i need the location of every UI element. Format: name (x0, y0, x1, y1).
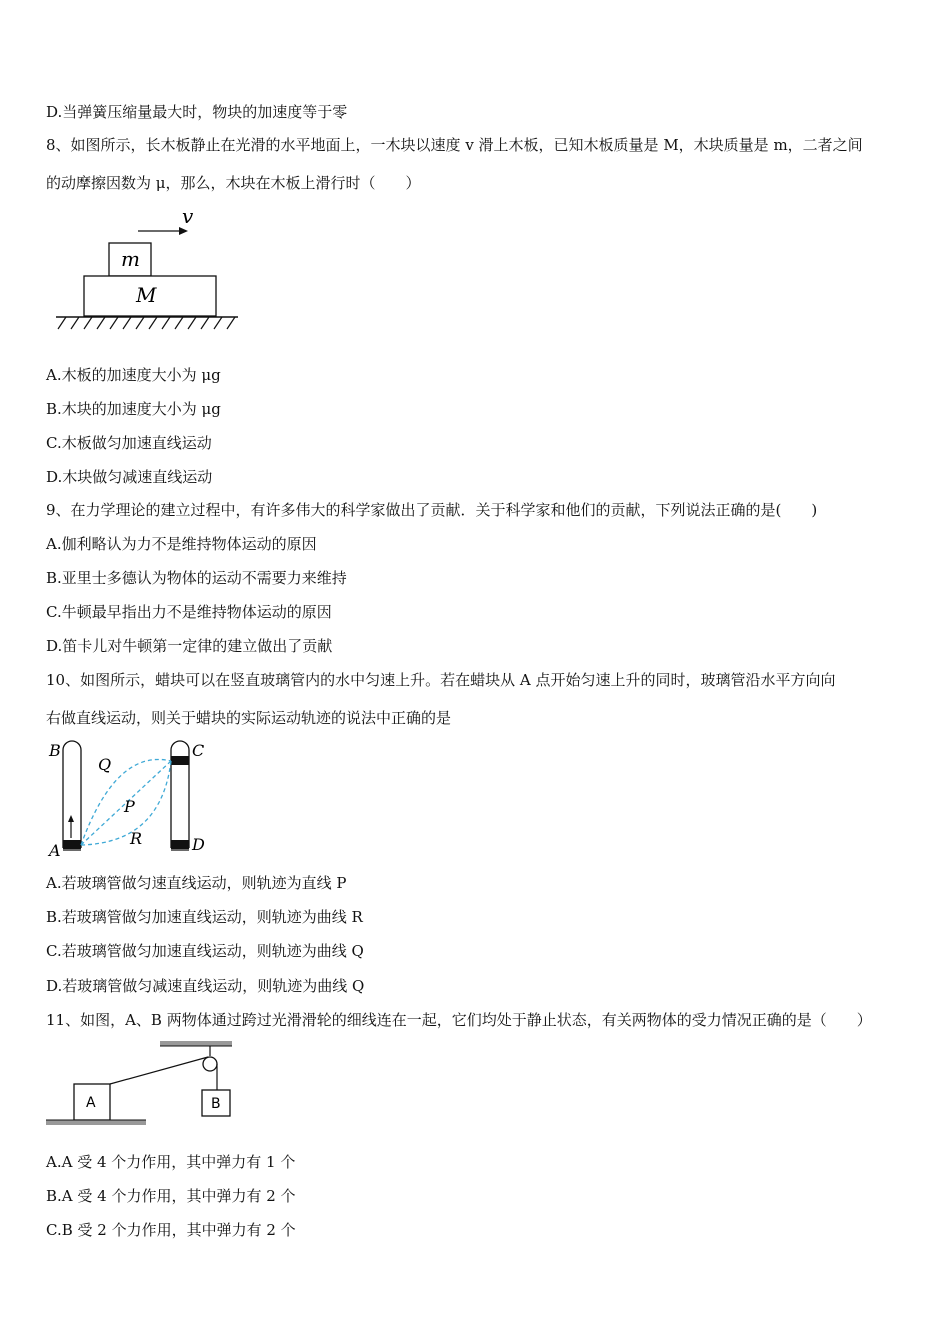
q11-block-b-label: B (211, 1096, 221, 1112)
q10-stem-line1: 10、如图所示，蜡块可以在竖直玻璃管内的水中匀速上升。若在蜡块从 A 点开始匀速上升的同时，玻璃管沿水平方向向 (46, 671, 836, 689)
q10-option-d: D.若玻璃管做匀减速直线运动，则轨迹为曲线 Q (46, 977, 365, 995)
q10-wax-block-c (171, 756, 189, 765)
q8-board-M-label: M (136, 283, 157, 307)
q11-option-c: C.B 受 2 个力作用，其中弹力有 2 个 (46, 1221, 296, 1239)
q10-label-r: R (130, 829, 143, 848)
q11-option-a: A.A 受 4 个力作用，其中弹力有 1 个 (46, 1153, 296, 1171)
q10-stem-line2: 右做直线运动，则关于蜡块的实际运动轨迹的说法中正确的是 (46, 709, 452, 727)
q11-block-a-label: A (86, 1095, 96, 1111)
q10-figure-glass-tubes (46, 738, 216, 863)
q8-option-c: C.木板做匀加速直线运动 (46, 434, 212, 452)
q10-label-p: P (124, 797, 135, 816)
q10-wax-block-a (63, 840, 81, 849)
q10-label-a: A (49, 841, 61, 860)
q9-stem: 9、在力学理论的建立过程中，有许多伟大的科学家做出了贡献．关于科学家和他们的贡献，下列说法正确的是( ) (46, 501, 818, 519)
q9-option-a: A.伽利略认为力不是维持物体运动的原因 (46, 535, 317, 553)
q8-velocity-label: v (182, 204, 194, 228)
q8-stem-line1: 8、如图所示，长木板静止在光滑的水平地面上，一木块以速度 v 滑上木板，已知木板质量是 M，木块质量是 m，二者之间 (46, 136, 863, 154)
q10-label-q: Q (98, 755, 112, 774)
q10-wax-block-d (171, 840, 189, 849)
q11-pulley (203, 1057, 217, 1071)
q10-label-b: B (49, 741, 61, 760)
q10-label-c: C (192, 741, 205, 760)
q7-option-d: D.当弹簧压缩量最大时，物块的加速度等于零 (46, 103, 348, 121)
q8-block-m-label: m (121, 247, 140, 271)
q8-stem-line2: 的动摩擦因数为 μ，那么，木块在木板上滑行时（ ） (46, 174, 421, 192)
q9-option-d: D.笛卡儿对牛顿第一定律的建立做出了贡献 (46, 637, 333, 655)
q9-option-c: C.牛顿最早指出力不是维持物体运动的原因 (46, 603, 332, 621)
q10-option-b: B.若玻璃管做匀加速直线运动，则轨迹为曲线 R (46, 908, 363, 926)
q11-option-b: B.A 受 4 个力作用，其中弹力有 2 个 (46, 1187, 296, 1205)
q11-figure-pulley (44, 1038, 236, 1130)
q11-stem: 11、如图，A、B 两物体通过跨过光滑滑轮的细线连在一起，它们均处于静止状态，有关两物体的受力情况正确的是（ ） (46, 1011, 872, 1029)
q9-option-b: B.亚里士多德认为物体的运动不需要力来维持 (46, 569, 347, 587)
q10-option-c: C.若玻璃管做匀加速直线运动，则轨迹为曲线 Q (46, 942, 364, 960)
q10-label-d: D (192, 835, 205, 854)
q8-option-a: A.木板的加速度大小为 μg (46, 366, 221, 384)
q8-figure-board-block (52, 205, 244, 335)
q8-option-b: B.木块的加速度大小为 μg (46, 400, 221, 418)
q10-option-a: A.若玻璃管做匀速直线运动，则轨迹为直线 P (46, 874, 347, 892)
q8-option-d: D.木块做匀减速直线运动 (46, 468, 213, 486)
